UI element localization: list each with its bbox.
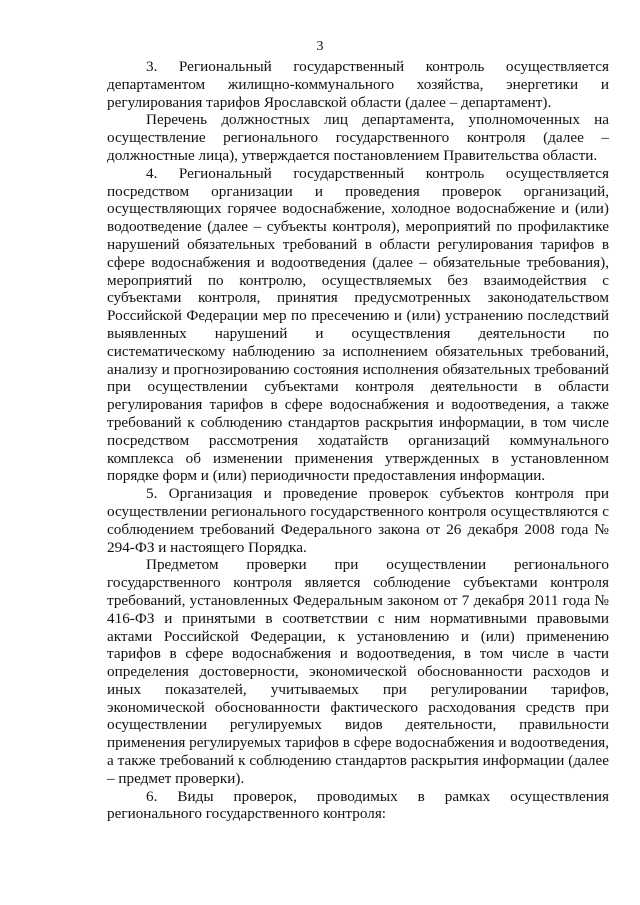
document-body [107, 58, 609, 823]
paragraph-3: 3. Региональный государственный контроль осуществляется департаментом жилищно-коммунального хозяйства, энергетики и регулирования тарифов Ярославской области (далее – департамент). [107, 58, 609, 111]
paragraph-inspection-subject: Предметом проверки при осуществлении регионального государственного контроля является соблюдение субъектами контроля требований, установленных Федеральным законом от 7 декабря 2011 года № 416-ФЗ и принятыми в соответствии с ним нормативными правовыми актами Российской Федерации, к установлению и (или) применению тарифов в сфере водоснабжения и водоотведения, в том числе в части определения достоверности, экономической обоснованности расходов и иных показателей, учитываемых при регулировании тарифов, экономической обоснованности фактического расходования средств при осуществлении регулируемых видов деятельности, правильности применения регулируемых тарифов в сфере водоснабжения и водоотведения, а также требований к соблюдению стандартов раскрытия информации (далее – предмет проверки). [107, 556, 609, 787]
paragraph-5: 5. Организация и проведение проверок субъектов контроля при осуществлении регионального государственного контроля осуществляются с соблюдением требований Федерального закона от 26 декабря 2008 года № 294-ФЗ и настоящего Порядка. [107, 485, 609, 556]
paragraph-officials-list: Перечень должностных лиц департамента, уполномоченных на осуществление регионального государственного контроля (далее – должностные лица), утверждается постановлением Правительства области. [107, 111, 609, 164]
page-number: 3 [316, 39, 324, 54]
paragraph-4: 4. Региональный государственный контроль осуществляется посредством организации и проведения проверок организаций, осуществляющих горячее водоснабжение, холодное водоснабжение и (или) водоотведение (далее – субъекты контроля), мероприятий по профилактике нарушений обязательных требований в области регулирования тарифов в сфере водоснабжения и водоотведения (далее – обязательные требования), мероприятий по контролю, осуществляемых без взаимодействия с субъектами контроля, принятия предусмотренных законодательством Российской Федерации мер по пресечению и (или) устранению последствий выявленных нарушений и осуществления деятельности по систематическому наблюдению за исполнением обязательных требований, анализу и прогнозированию состояния исполнения обязательных требований при осуществлении субъектами контроля деятельности в области регулирования тарифов в сфере водоснабжения и водоотведения, а также требований к соблюдению стандартов раскрытия информации, в том числе посредством рассмотрения ходатайств организаций коммунального комплекса об изменении применения утвержденных в установленном порядке форм и (или) периодичности предоставления информации. [107, 164, 609, 485]
paragraph-6: 6. Виды проверок, проводимых в рамках осуществления регионального государственного контроля: [107, 787, 609, 823]
